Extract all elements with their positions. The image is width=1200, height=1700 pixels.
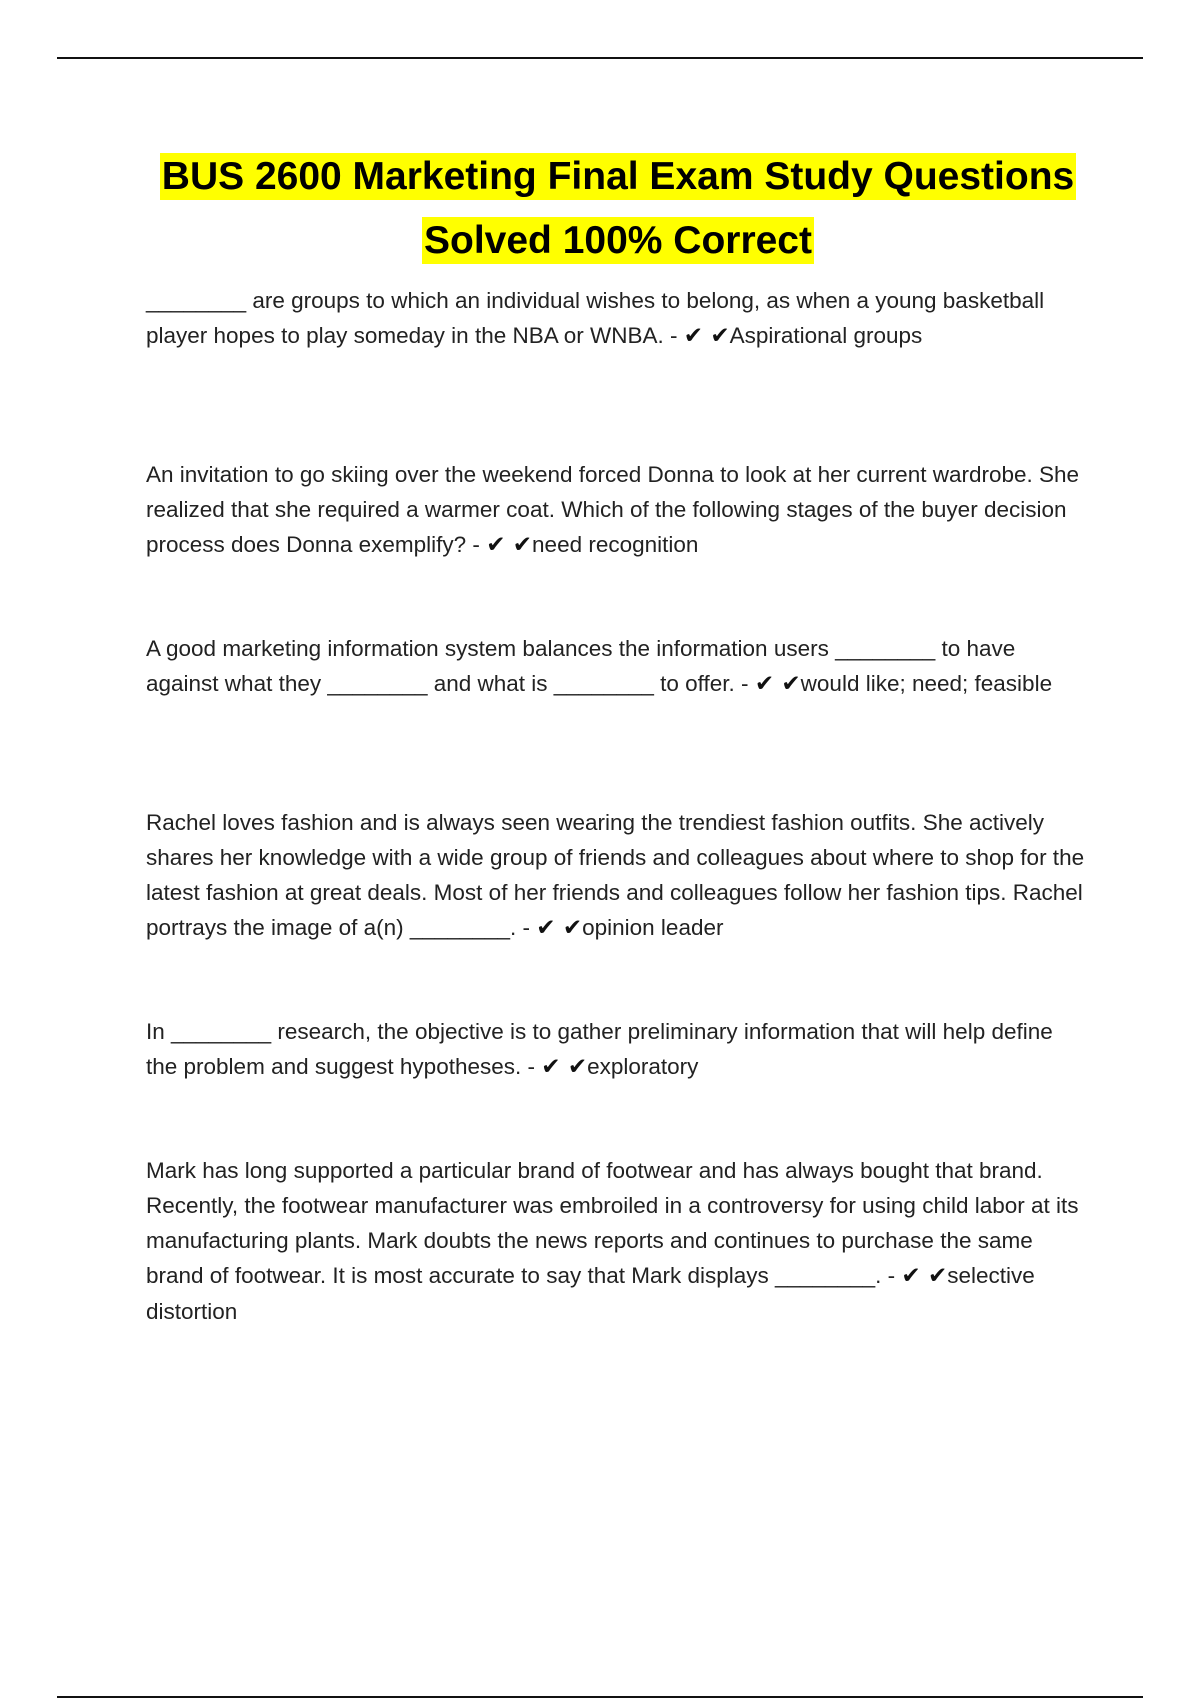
qa-item-1 — [146, 283, 1086, 354]
check-mark-icon: ✔ ✔ — [683, 323, 730, 349]
qa-item-5 — [146, 1014, 1086, 1085]
qa-item-4 — [146, 805, 1086, 946]
answer-text: selective distortion — [146, 1263, 1035, 1324]
check-mark-icon: ✔ ✔ — [754, 671, 801, 697]
title-line-1: BUS 2600 Marketing Final Exam Study Questions — [161, 155, 1075, 198]
question-text: In ________ research, the objective is to gather preliminary information that will help define the problem and suggest hypotheses. - — [146, 1019, 1053, 1079]
question-text: A good marketing information system balances the information users ________ to have against what they ________ and what is ________ to offer. - — [146, 636, 1016, 696]
title-line-2: Solved 100% Correct — [423, 219, 812, 262]
document-title — [140, 145, 1096, 273]
qa-item-6 — [146, 1153, 1086, 1329]
qa-item-2 — [146, 457, 1086, 563]
answer-text: opinion leader — [582, 915, 724, 940]
question-text: Rachel loves fashion and is always seen wearing the trendiest fashion outfits. She actively shares her knowledge with a wide group of friends and colleagues about where to shop for the latest fashion at great deals. Most of her friends and colleagues follow her fashion tips. Rachel portrays the image of a(n) ________. - — [146, 810, 1085, 940]
question-text: Mark has long supported a particular brand of footwear and has always bought that brand. Recently, the footwear manufacturer was embroiled in a controversy for using child labor at its manufacturing plants. Mark doubts the news reports and continues to purchase the same brand of footwear. It is most accurate to say that Mark displays ________. - — [146, 1158, 1079, 1288]
check-mark-icon: ✔ ✔ — [486, 532, 533, 558]
qa-item-3 — [146, 631, 1086, 702]
answer-text: need recognition — [532, 532, 699, 557]
bottom-rule — [57, 1696, 1143, 1698]
check-mark-icon: ✔ ✔ — [536, 915, 583, 941]
top-rule — [57, 57, 1143, 59]
answer-text: Aspirational groups — [729, 323, 923, 348]
answer-text: would like; need; feasible — [800, 671, 1053, 696]
question-text: An invitation to go skiing over the weekend forced Donna to look at her current wardrobe. She realized that she required a warmer coat. Which of the following stages of the buyer decision process does Donna exemplify? - — [146, 462, 1080, 557]
check-mark-icon: ✔ ✔ — [541, 1054, 588, 1080]
question-text: ________ are groups to which an individual wishes to belong, as when a young basketball player hopes to play someday in the NBA or WNBA. - — [146, 288, 1045, 348]
check-mark-icon: ✔ ✔ — [901, 1263, 948, 1289]
answer-text: exploratory — [587, 1054, 699, 1079]
